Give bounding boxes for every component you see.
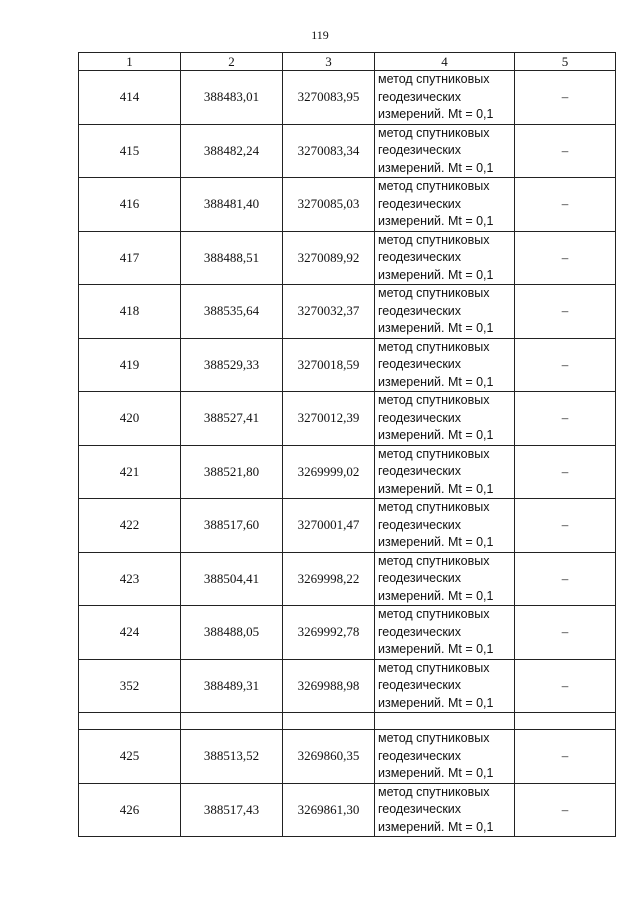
table-row bbox=[79, 552, 616, 606]
table-row bbox=[79, 124, 616, 178]
x-coordinate-cell: 388481,40 bbox=[181, 178, 283, 232]
method-cell bbox=[375, 285, 515, 339]
error-cell: – bbox=[515, 552, 616, 606]
page-number: 119 bbox=[311, 28, 329, 42]
method-line: метод спутниковых bbox=[378, 500, 490, 514]
error-cell: – bbox=[515, 499, 616, 553]
x-coordinate-cell: 388521,80 bbox=[181, 445, 283, 499]
point-number-cell: 418 bbox=[79, 285, 181, 339]
method-line: геодезических bbox=[378, 196, 462, 211]
point-number-cell: 421 bbox=[79, 445, 181, 499]
point-number-cell: 425 bbox=[79, 730, 181, 784]
method-line: измерений. Mt = 0,1 bbox=[378, 588, 494, 603]
x-coordinate-cell: 388488,05 bbox=[181, 606, 283, 660]
x-coordinate-cell: 388513,52 bbox=[181, 730, 283, 784]
empty-cell bbox=[375, 713, 515, 730]
header-col-3: 3 bbox=[283, 53, 375, 71]
method-line: геодезических bbox=[378, 748, 462, 763]
method-line: метод спутниковых bbox=[378, 72, 490, 86]
method-line: метод спутниковых bbox=[378, 125, 490, 140]
method-cell bbox=[375, 730, 515, 784]
table-body bbox=[79, 71, 616, 837]
method-cell bbox=[375, 445, 515, 499]
coordinates-table bbox=[78, 52, 616, 837]
method-cell bbox=[375, 659, 515, 713]
method-line: геодезических bbox=[378, 303, 462, 318]
point-number-cell: 416 bbox=[79, 178, 181, 232]
method-line: геодезических bbox=[378, 89, 462, 104]
y-coordinate-cell: 3269860,35 bbox=[283, 730, 375, 784]
empty-cell bbox=[283, 713, 375, 730]
empty-cell bbox=[79, 713, 181, 730]
point-number-cell: 352 bbox=[79, 659, 181, 713]
method-cell bbox=[375, 124, 515, 178]
x-coordinate-cell: 388535,64 bbox=[181, 285, 283, 339]
x-coordinate-cell: 388517,43 bbox=[181, 783, 283, 837]
point-number-cell: 424 bbox=[79, 606, 181, 660]
method-line: геодезических bbox=[378, 250, 462, 264]
table-row bbox=[79, 71, 616, 125]
method-cell bbox=[375, 499, 515, 553]
method-line: метод спутниковых bbox=[378, 660, 490, 675]
table-row bbox=[79, 730, 616, 784]
method-line: геодезических bbox=[378, 678, 462, 692]
x-coordinate-cell: 388529,33 bbox=[181, 338, 283, 392]
method-line: метод спутниковых bbox=[378, 339, 490, 354]
method-line: геодезических bbox=[378, 464, 462, 478]
y-coordinate-cell: 3269861,30 bbox=[283, 783, 375, 837]
method-line: метод спутниковых bbox=[378, 179, 490, 193]
method-line: геодезических bbox=[378, 624, 462, 639]
error-cell: – bbox=[515, 730, 616, 784]
y-coordinate-cell: 3270083,34 bbox=[283, 124, 375, 178]
header-col-1: 1 bbox=[79, 53, 181, 71]
x-coordinate-cell: 388527,41 bbox=[181, 392, 283, 446]
x-coordinate-cell: 388488,51 bbox=[181, 231, 283, 285]
method-cell bbox=[375, 783, 515, 837]
method-line: измерений. Mt = 0,1 bbox=[378, 642, 494, 656]
point-number-cell: 422 bbox=[79, 499, 181, 553]
method-line: измерений. Mt = 0,1 bbox=[378, 481, 494, 496]
table-row bbox=[79, 392, 616, 446]
error-cell: – bbox=[515, 659, 616, 713]
method-line: измерений. Mt = 0,1 bbox=[378, 535, 494, 549]
error-cell: – bbox=[515, 338, 616, 392]
method-cell bbox=[375, 71, 515, 125]
y-coordinate-cell: 3269999,02 bbox=[283, 445, 375, 499]
y-coordinate-cell: 3270018,59 bbox=[283, 338, 375, 392]
method-line: геодезических bbox=[378, 357, 462, 371]
method-line: метод спутниковых bbox=[378, 446, 490, 461]
table-row bbox=[79, 499, 616, 553]
point-number-cell: 426 bbox=[79, 783, 181, 837]
table-gap-row bbox=[79, 713, 616, 730]
method-line: метод спутниковых bbox=[378, 553, 490, 568]
error-cell: – bbox=[515, 124, 616, 178]
method-line: геодезических bbox=[378, 571, 462, 585]
header-col-4: 4 bbox=[375, 53, 515, 71]
method-line: геодезических bbox=[378, 410, 462, 425]
empty-cell bbox=[515, 713, 616, 730]
table-header-row bbox=[79, 53, 616, 71]
method-cell bbox=[375, 606, 515, 660]
method-line: измерений. Mt = 0,1 bbox=[378, 695, 494, 710]
method-line: измерений. Mt = 0,1 bbox=[378, 107, 494, 121]
point-number-cell: 417 bbox=[79, 231, 181, 285]
error-cell: – bbox=[515, 231, 616, 285]
method-line: измерений. Mt = 0,1 bbox=[378, 428, 494, 442]
empty-cell bbox=[181, 713, 283, 730]
method-line: измерений. Mt = 0,1 bbox=[378, 267, 494, 282]
table-row bbox=[79, 783, 616, 837]
method-line: метод спутниковых bbox=[378, 731, 490, 745]
method-line: геодезических bbox=[378, 143, 462, 157]
x-coordinate-cell: 388482,24 bbox=[181, 124, 283, 178]
method-cell bbox=[375, 552, 515, 606]
y-coordinate-cell: 3269992,78 bbox=[283, 606, 375, 660]
error-cell: – bbox=[515, 71, 616, 125]
x-coordinate-cell: 388504,41 bbox=[181, 552, 283, 606]
table-row bbox=[79, 285, 616, 339]
table-row bbox=[79, 445, 616, 499]
method-line: измерений. Mt = 0,1 bbox=[378, 321, 494, 335]
table-row bbox=[79, 659, 616, 713]
method-cell bbox=[375, 231, 515, 285]
error-cell: – bbox=[515, 445, 616, 499]
method-cell bbox=[375, 338, 515, 392]
error-cell: – bbox=[515, 783, 616, 837]
point-number-cell: 423 bbox=[79, 552, 181, 606]
table-row bbox=[79, 231, 616, 285]
table-row bbox=[79, 338, 616, 392]
table-row bbox=[79, 178, 616, 232]
y-coordinate-cell: 3270083,95 bbox=[283, 71, 375, 125]
method-cell bbox=[375, 178, 515, 232]
table-row bbox=[79, 606, 616, 660]
method-line: метод спутниковых bbox=[378, 393, 490, 407]
method-line: геодезических bbox=[378, 517, 462, 532]
method-cell bbox=[375, 392, 515, 446]
point-number-cell: 415 bbox=[79, 124, 181, 178]
method-line: измерений. Mt = 0,1 bbox=[378, 819, 494, 834]
method-line: измерений. Mt = 0,1 bbox=[378, 214, 494, 228]
method-line: метод спутниковых bbox=[378, 607, 490, 621]
point-number-cell: 419 bbox=[79, 338, 181, 392]
error-cell: – bbox=[515, 285, 616, 339]
y-coordinate-cell: 3270012,39 bbox=[283, 392, 375, 446]
x-coordinate-cell: 388489,31 bbox=[181, 659, 283, 713]
y-coordinate-cell: 3269988,98 bbox=[283, 659, 375, 713]
method-line: измерений. Mt = 0,1 bbox=[378, 766, 494, 780]
point-number-cell: 414 bbox=[79, 71, 181, 125]
point-number-cell: 420 bbox=[79, 392, 181, 446]
header-col-2: 2 bbox=[181, 53, 283, 71]
method-line: геодезических bbox=[378, 802, 462, 816]
y-coordinate-cell: 3270085,03 bbox=[283, 178, 375, 232]
x-coordinate-cell: 388483,01 bbox=[181, 71, 283, 125]
error-cell: – bbox=[515, 606, 616, 660]
method-line: метод спутниковых bbox=[378, 784, 490, 799]
x-coordinate-cell: 388517,60 bbox=[181, 499, 283, 553]
error-cell: – bbox=[515, 178, 616, 232]
y-coordinate-cell: 3269998,22 bbox=[283, 552, 375, 606]
error-cell: – bbox=[515, 392, 616, 446]
method-line: измерений. Mt = 0,1 bbox=[378, 160, 494, 175]
method-line: метод спутниковых bbox=[378, 286, 490, 300]
y-coordinate-cell: 3270001,47 bbox=[283, 499, 375, 553]
header-col-5: 5 bbox=[515, 53, 616, 71]
y-coordinate-cell: 3270089,92 bbox=[283, 231, 375, 285]
y-coordinate-cell: 3270032,37 bbox=[283, 285, 375, 339]
method-line: метод спутниковых bbox=[378, 232, 490, 247]
method-line: измерений. Mt = 0,1 bbox=[378, 374, 494, 389]
